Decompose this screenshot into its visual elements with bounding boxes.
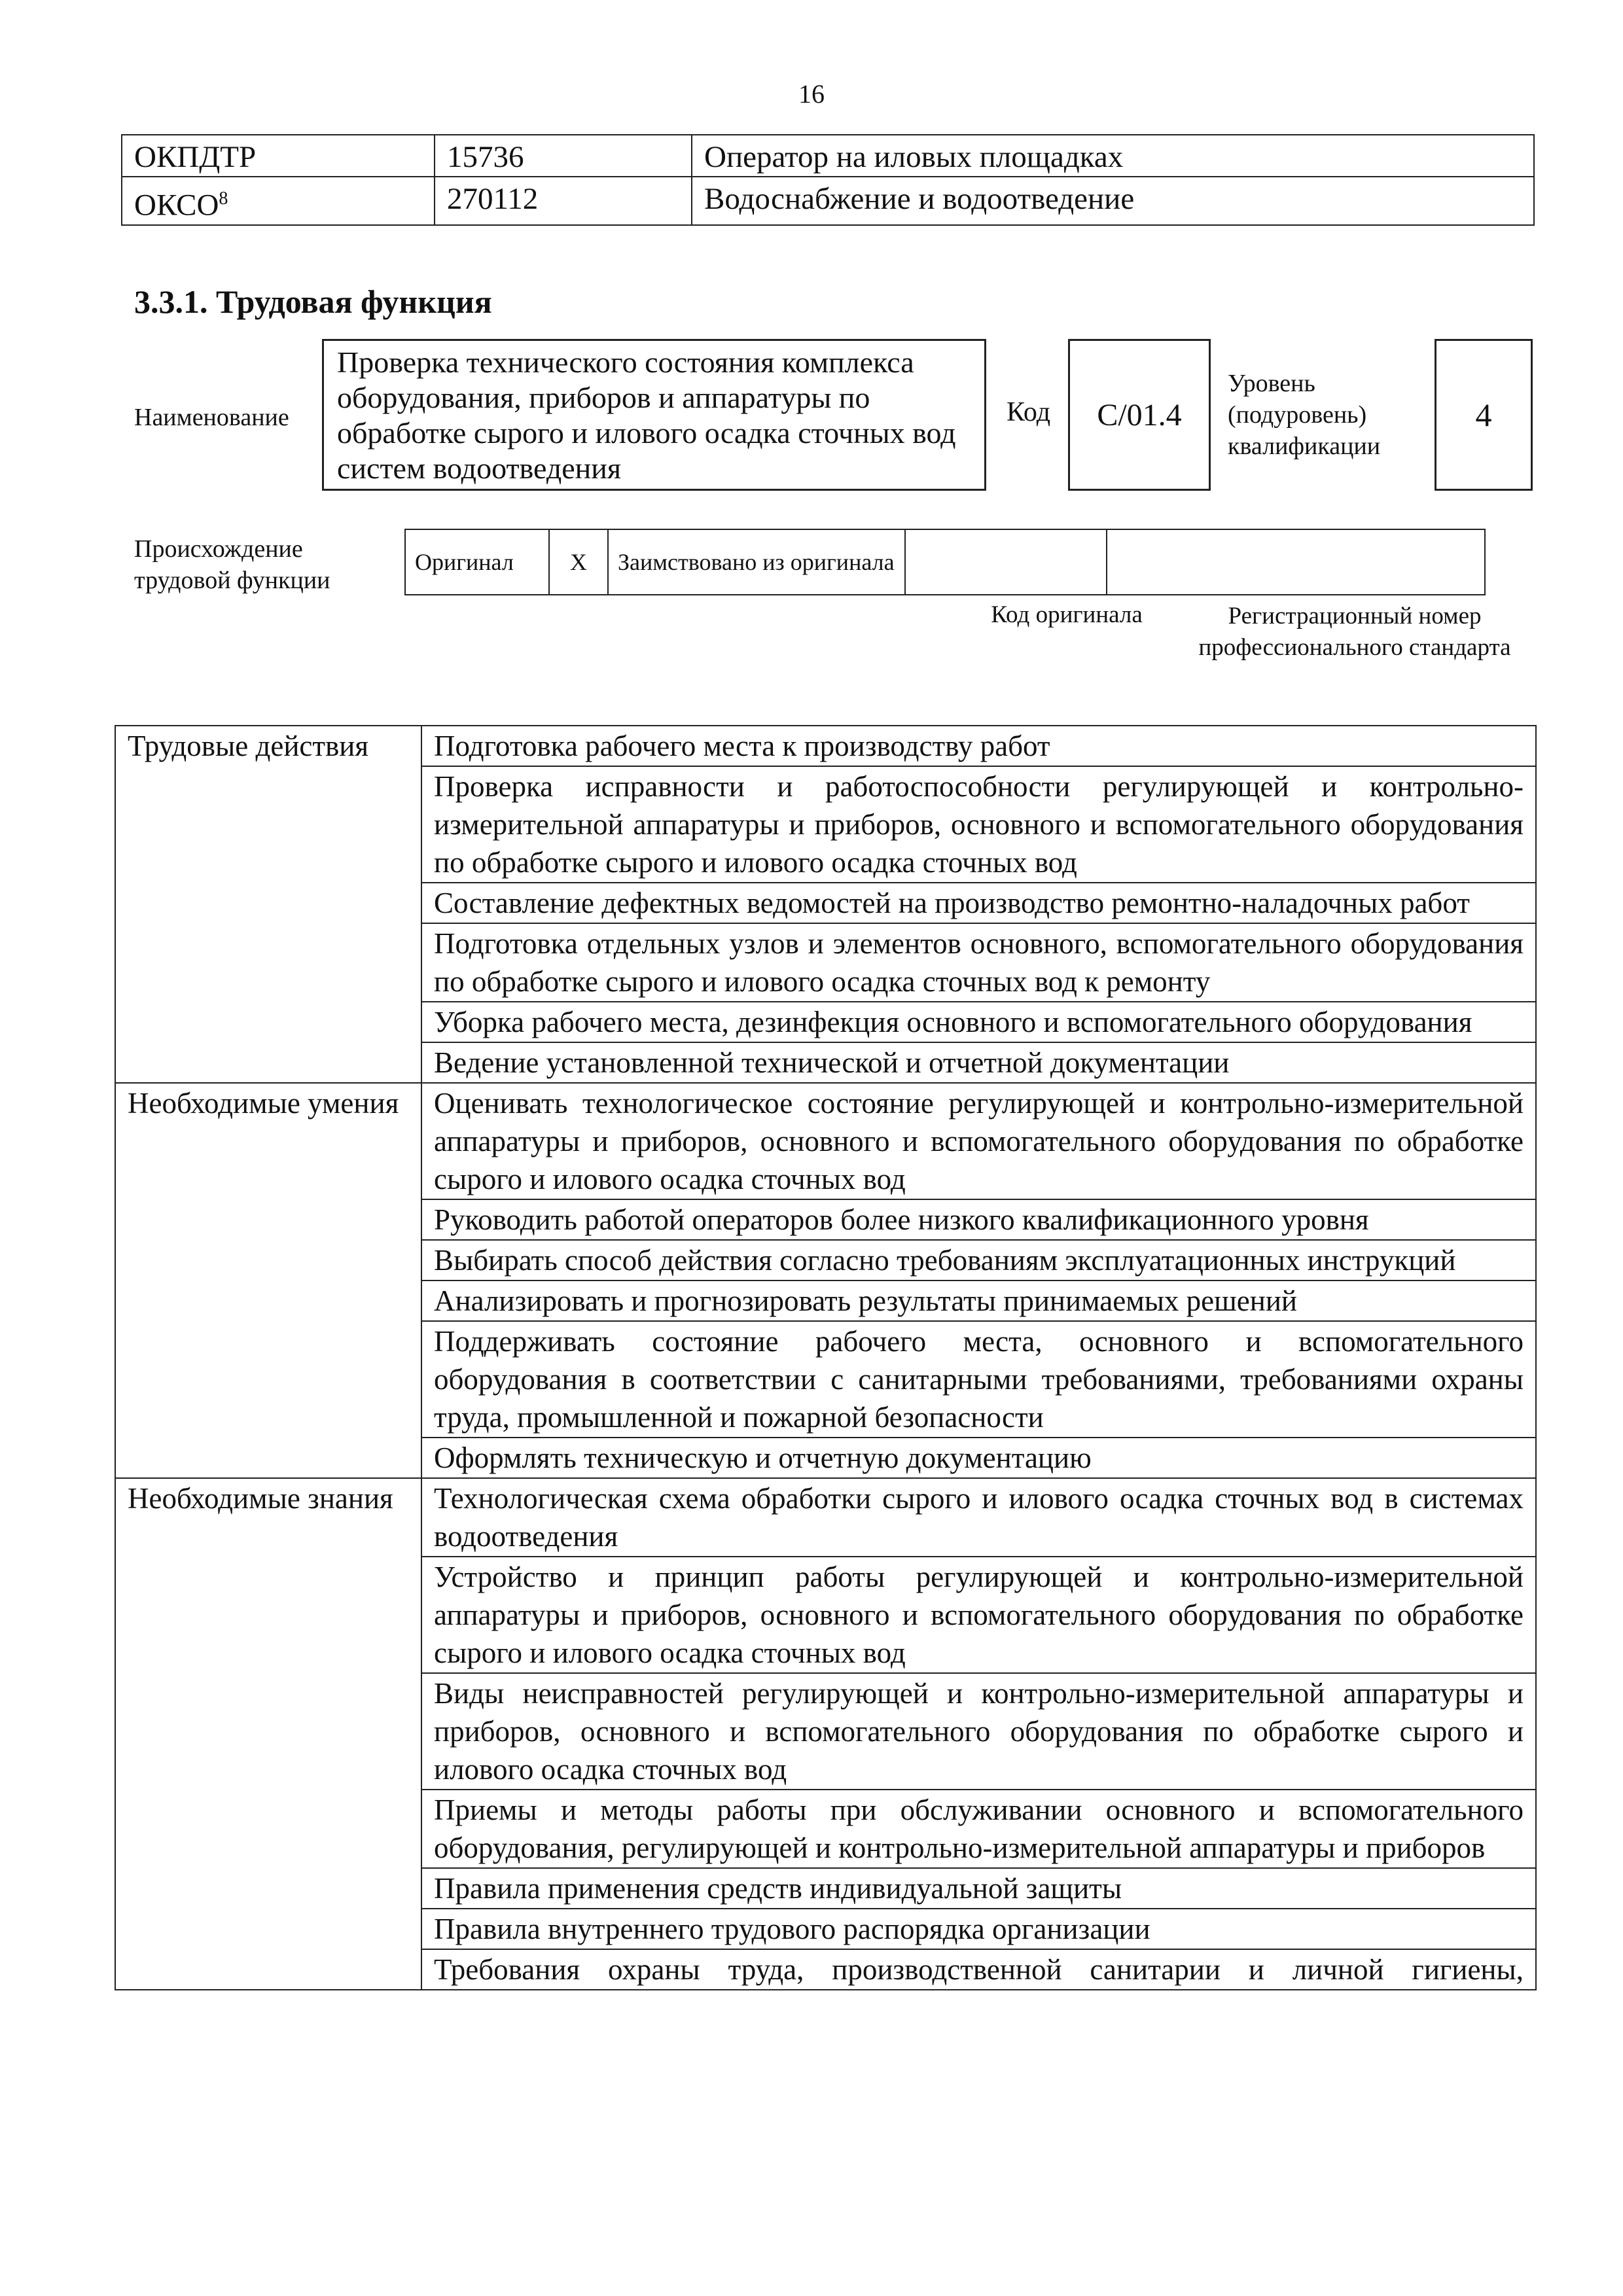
name-cell: Водоснабжение и водоотведение (692, 177, 1534, 225)
reg-number-caption: Регистрационный номер профессионального стандарта (1198, 603, 1511, 661)
reg-number-cell (1107, 529, 1485, 595)
code-cell: 15736 (435, 135, 692, 177)
item-cell: Ведение установленной технической и отчетной документации (421, 1042, 1536, 1083)
name-label: Наименование (134, 404, 289, 431)
borrowed-label-cell: Заимствовано из оригинала (608, 529, 905, 595)
category-cell: Необходимые умения (115, 1083, 421, 1478)
table-row (115, 1083, 1536, 1199)
original-code-caption: Код оригинала (991, 601, 1143, 628)
level-box: 4 (1435, 339, 1533, 491)
code-label: Код (1007, 397, 1051, 427)
item-cell: Оценивать технологическое состояние регулирующей и контрольно-измерительной аппаратуры и приборов, основного и вспомогательного оборудования по обработке сырого и илового осадка сточных вод (421, 1083, 1536, 1199)
original-label-cell: Оригинал (405, 529, 549, 595)
function-code-box: C/01.4 (1068, 339, 1211, 491)
category-cell: Необходимые знания (115, 1478, 421, 1990)
footnote-ref[interactable]: 8 (219, 188, 228, 209)
item-cell: Правила внутреннего трудового распорядка организации (421, 1909, 1536, 1949)
item-cell: Подготовка отдельных узлов и элементов основного, вспомогательного оборудования по обработке сырого и илового осадка сточных вод к ремонту (421, 923, 1536, 1002)
function-name-box: Проверка технического состояния комплекса оборудования, приборов и аппаратуры по обработке сырого и илового осадка сточных вод систем водоотведения (322, 339, 986, 491)
item-cell: Виды неисправностей регулирующей и контрольно-измерительной аппаратуры и приборов, основного и вспомогательного оборудования по обработке сырого и илового осадка сточных вод (421, 1673, 1536, 1790)
function-details-table (115, 725, 1537, 1990)
code-type-cell: ОКСО$^8$ (122, 177, 435, 225)
item-cell: Проверка исправности и работоспособности регулирующей и контрольно-измерительной аппаратуры и приборов, основного и вспомогательного оборудования по обработке сырого и илового осадка сточных вод (421, 766, 1536, 883)
table-row (115, 726, 1536, 766)
item-cell: Подготовка рабочего места к производству работ (421, 726, 1536, 766)
item-cell: Выбирать способ действия согласно требованиям эксплуатационных инструкций (421, 1240, 1536, 1280)
item-cell: Правила применения средств индивидуальной защиты (421, 1868, 1536, 1909)
original-code-cell (905, 529, 1107, 595)
name-cell: Оператор на иловых площадках (692, 135, 1534, 177)
item-cell: Технологическая схема обработки сырого и илового осадка сточных вод в системах водоотведения (421, 1478, 1536, 1557)
table-row (405, 529, 1485, 595)
item-cell: Составление дефектных ведомостей на производство ремонтно-наладочных работ (421, 883, 1536, 923)
item-cell: Устройство и принцип работы регулирующей и контрольно-измерительной аппаратуры и приборов, основного и вспомогательного оборудования по обработке сырого и илового осадка сточных вод (421, 1557, 1536, 1673)
origin-label: Происхождение трудовой функции (134, 535, 330, 594)
classification-table (121, 134, 1535, 226)
item-cell: Уборка рабочего места, дезинфекция основного и вспомогательного оборудования (421, 1002, 1536, 1042)
code-type-cell: ОКПДТР (122, 135, 435, 177)
item-cell: Требования охраны труда, производственной санитарии и личной гигиены, (421, 1949, 1536, 1990)
table-row (115, 1478, 1536, 1557)
origin-table (404, 529, 1486, 595)
page-number: 16 (798, 79, 825, 109)
original-mark-cell: X (549, 529, 608, 595)
item-cell: Оформлять техническую и отчетную документацию (421, 1438, 1536, 1478)
table-row (122, 177, 1534, 225)
item-cell: Приемы и методы работы при обслуживании основного и вспомогательного оборудования, регулирующей и контрольно-измерительной аппаратуры и приборов (421, 1790, 1536, 1868)
table-row (122, 135, 1534, 177)
section-title: 3.3.1. Трудовая функция (134, 283, 492, 320)
item-cell: Анализировать и прогнозировать результаты принимаемых решений (421, 1280, 1536, 1321)
item-cell: Поддерживать состояние рабочего места, основного и вспомогательного оборудования в соответствии с санитарными требованиями, требованиями охраны труда, промышленной и пожарной безопасности (421, 1321, 1536, 1438)
category-cell: Трудовые действия (115, 726, 421, 1083)
item-cell: Руководить работой операторов более низкого квалификационного уровня (421, 1199, 1536, 1240)
code-cell: 270112 (435, 177, 692, 225)
level-label: Уровень (подуровень) квалификации (1228, 370, 1381, 460)
